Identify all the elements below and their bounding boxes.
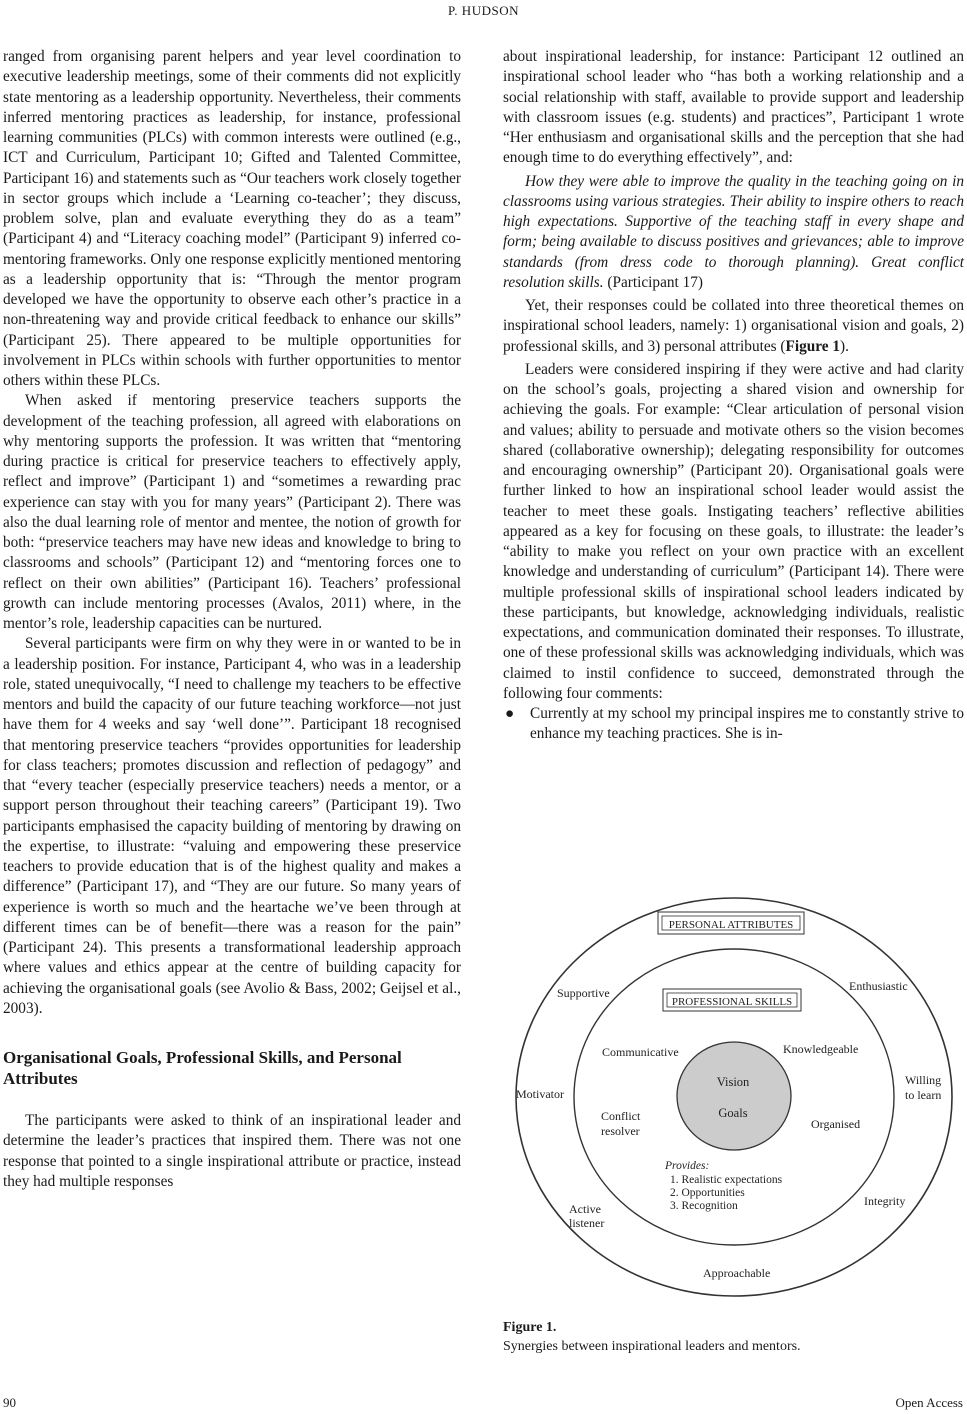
paragraph: ranged from organising parent helpers and year level coordination to executive leadership meetings, some of their comments did not explicitly state mentoring as a leadership opportunity. Nevertheless, their comments inferred mentoring practices as leadership, for instance, professional learning communities (PLCs) with common interests were outlined (e.g., ICT and Curriculum, Participant 10; Gifted and Talented Committee, Participant 16) and statements such as “Our teachers work closely together in sector groups which include a ‘Learning co-teacher’; they discuss, problem solve, plan and evaluate everything they do as a team” (Participant 4) and “Literacy coaching model” (Participant 9) inferred co-mentoring frameworks. Only one response explicitly mentioned mentoring as a leadership opportunity that is: “Through the mentor program developed we have the opportunity to observe each other’s practice in a non-threatening way and provide critical feedback to enhance our skills” (Participant 25). There appeared to be multiple opportunities for involvement in PLCs within schools with further opportunities to mentor others within these PLCs.	[3, 48, 461, 389]
paragraph-text: ).	[840, 337, 849, 355]
attribute-active: Active	[569, 1202, 601, 1216]
right-column	[503, 47, 964, 745]
skill-organised: Organised	[811, 1117, 861, 1131]
quote-text: How they were able to improve the quality in the teaching going on in classrooms using various strategies. Their ability to inspire others to reach high expectations. Supportive of the teaching staff in every shape and form; being available to discuss positives and grievances; able to improve standards (from dress code to thorough planning). Great conflict resolution skills.	[503, 172, 964, 291]
skill-resolver: resolver	[601, 1124, 640, 1138]
paragraph: The participants were asked to think of an inspirational leader and determine the leader’s practices that inspired them. There was not one response that pointed to a single inspirational attribute or practice, instead they had multiple responses	[3, 1112, 461, 1190]
attribute-to-learn: to learn	[905, 1088, 942, 1102]
center-goals-label: Goals	[718, 1106, 748, 1120]
figure-reference[interactable]: Figure 1	[785, 337, 841, 355]
center-circle	[677, 1042, 791, 1150]
skill-knowledgeable: Knowledgeable	[783, 1042, 859, 1056]
provides-item: 1. Realistic expectations	[670, 1174, 783, 1186]
figure-caption-title: Figure 1.	[503, 1320, 557, 1335]
provides-item: 3. Recognition	[670, 1200, 738, 1212]
block-quote	[503, 172, 964, 294]
list-item-text: Currently at my school my principal inspires me to constantly strive to enhance my teaching practices. She is in-	[530, 705, 964, 743]
section-heading: Organisational Goals, Professional Skills, and Personal Attributes	[3, 1048, 402, 1088]
journal-label: Open Access	[895, 1395, 963, 1410]
page-number: 90	[3, 1395, 16, 1410]
skill-communicative: Communicative	[602, 1045, 679, 1059]
paragraph: Leaders were considered inspiring if they were active and had clarity on the school’s goals, projecting a shared vision and ownership for achieving the goals. For example: “Clear articulation of personal vision and values; ability to persuade and motivate others so the vision becomes shared (collaborative ownership); delegating responsibility for outcomes and encouraging ownership” (Participant 20). Organisational goals were further linked to how an inspirational school leader would assist the teacher to meet these goals. Instigating teachers’ reflective abilities appeared as a key for focusing on these goals, to illustrate: the leader’s “ability to make you reflect on your own practice with an excellent knowledge and understanding of curriculum” (Participant 14). There were multiple professional skills of inspirational school leaders indicated by these participants, but knowledge, acknowledging individuals, realistic expectations, and communication dominated their responses. To illustrate, one of these professional skills was acknowledging individuals, which was claimed to instil confidence to succeed, demonstrated through the following four comments:	[503, 360, 964, 702]
center-vision-label: Vision	[716, 1075, 750, 1089]
figure-diagram	[505, 892, 965, 1312]
attribute-willing: Willing	[905, 1073, 942, 1087]
personal-attributes-label: PERSONAL ATTRIBUTES	[668, 919, 794, 931]
paragraph: Several participants were firm on why they were in or wanted to be in a leadership position. For instance, Participant 4, who was in a leadership role, stated unequivocally, “I need to challenge my teachers to be effective mentors and build the capacity of our future teaching workforce—not just have them for 4 weeks and say ‘well done’”. Participant 18 recognised that mentoring preservice teachers “provides opportunities for leadership for class teachers; promotes discussion and reflection of pedagogy” and that “every teacher (especially preservice teachers) needs a mentor, or a support person throughout their teaching careers” (Participant 19). Two participants emphasised the capacity building of mentoring by drawing on the expertise, to illustrate: “valuing and empowering these preservice teachers to provide education that is of the highest quality and makes a difference” (Participant 17), and “They are our future. So many years of experience is worth so much and the heartache we’ve been through at different times can be of benefit—there was a reason for the pain” (Participant 24). This presents a transformational leadership approach where values and ethics appear at the centre of building capacity for achieving the organisational goals (see Avolio & Bass, 2002; Geijsel et al., 2003).	[3, 635, 461, 1017]
professional-skills-label: PROFESSIONAL SKILLS	[671, 996, 793, 1008]
list-item	[503, 704, 964, 745]
left-column	[3, 47, 461, 1192]
provides-heading: Provides:	[665, 1160, 710, 1172]
attribute-supportive: Supportive	[557, 986, 610, 1000]
attribute-integrity: Integrity	[864, 1194, 906, 1208]
attribute-enthusiastic: Enthusiastic	[849, 979, 908, 993]
attribute-approachable: Approachable	[703, 1266, 771, 1280]
figure-caption	[503, 1318, 801, 1356]
attribute-motivator: Motivator	[516, 1087, 564, 1101]
figure-caption-text: Synergies between inspirational leaders and mentors.	[503, 1339, 801, 1354]
skill-conflict: Conflict	[601, 1109, 641, 1123]
provides-item: 2. Opportunities	[670, 1187, 745, 1199]
running-head: P. HUDSON	[448, 3, 519, 18]
quote-citation: (Participant 17)	[603, 273, 703, 291]
bullet-icon: ●	[505, 705, 515, 722]
paragraph: When asked if mentoring preservice teachers supports the development of the teaching profession, all agreed with elaborations on why mentoring supports the profession. It was written that “mentoring during practice is critical for preservice teachers to effectively apply, reflect and improve” (Participant 1) and “sometimes a rewarding prac experience can stay with you for many years” (Participant 2). There was also the dual learning role of mentor and mentee, the notion of growth for both: “preservice teachers may have new ideas and knowledge to bring to classrooms and schools” (Participant 12) and “mentoring forces one to reflect on their own abilities” (Participant 16). Teachers’ professional growth can include mentoring processes (Avalos, 2011) where, in the mentor’s role, leadership capacities can be nurtured.	[3, 392, 461, 632]
paragraph	[503, 296, 964, 357]
paragraph-text: Yet, their responses could be collated into three theoretical themes on inspirational school leaders, namely: 1) organisational vision and goals, 2) professional skills, and 3) personal attributes (	[503, 297, 964, 355]
paragraph: about inspirational leadership, for instance: Participant 12 outlined an inspirational school leader who “has both a working relationship and a social relationship with staff, available to provide support and leadership with classroom issues (e.g. students) and practices”, Participant 1 wrote “Her enthusiasm and organisational skills and the perception that she had enough time to do everything effectively”, and:	[503, 48, 964, 167]
attribute-listener: listener	[569, 1216, 605, 1230]
